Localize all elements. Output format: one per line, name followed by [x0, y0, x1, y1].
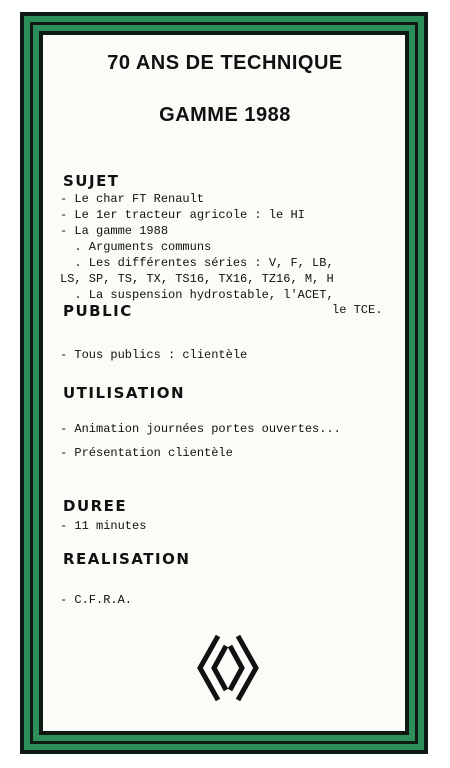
- sujet-line-3: - La gamme 1988: [60, 224, 169, 238]
- renault-diamond-logo-icon: [196, 630, 260, 706]
- sujet-line-6: LS, SP, TS, TX, TS16, TX16, TZ16, M, H: [60, 272, 334, 286]
- sujet-line-8: le TCE.: [332, 303, 383, 317]
- subtitle: GAMME 1988: [159, 104, 291, 126]
- heading-public: PUBLIC: [63, 302, 133, 320]
- heading-realisation: REALISATION: [63, 550, 191, 568]
- realisation-line-1: - C.F.R.A.: [60, 593, 133, 607]
- duree-line-1: - 11 minutes: [60, 519, 147, 533]
- heading-duree: DUREE: [63, 497, 128, 515]
- utilisation-line-1: - Animation journées portes ouvertes...: [60, 422, 341, 436]
- public-line-1: - Tous publics : clientèle: [60, 348, 248, 362]
- sujet-line-7: . La suspension hydrostable, l'ACET,: [60, 288, 334, 302]
- heading-sujet: SUJET: [63, 172, 120, 190]
- sujet-line-1: - Le char FT Renault: [60, 192, 205, 206]
- paper-area: [43, 35, 405, 731]
- heading-utilisation: UTILISATION: [63, 384, 185, 402]
- sujet-line-2: - Le 1er tracteur agricole : le HI: [60, 208, 305, 222]
- sujet-line-4: . Arguments communs: [60, 240, 212, 254]
- utilisation-line-2: - Présentation clientèle: [60, 446, 233, 460]
- sujet-line-5: . Les différentes séries : V, F, LB,: [60, 256, 334, 270]
- main-title: 70 ANS DE TECHNIQUE: [107, 52, 343, 74]
